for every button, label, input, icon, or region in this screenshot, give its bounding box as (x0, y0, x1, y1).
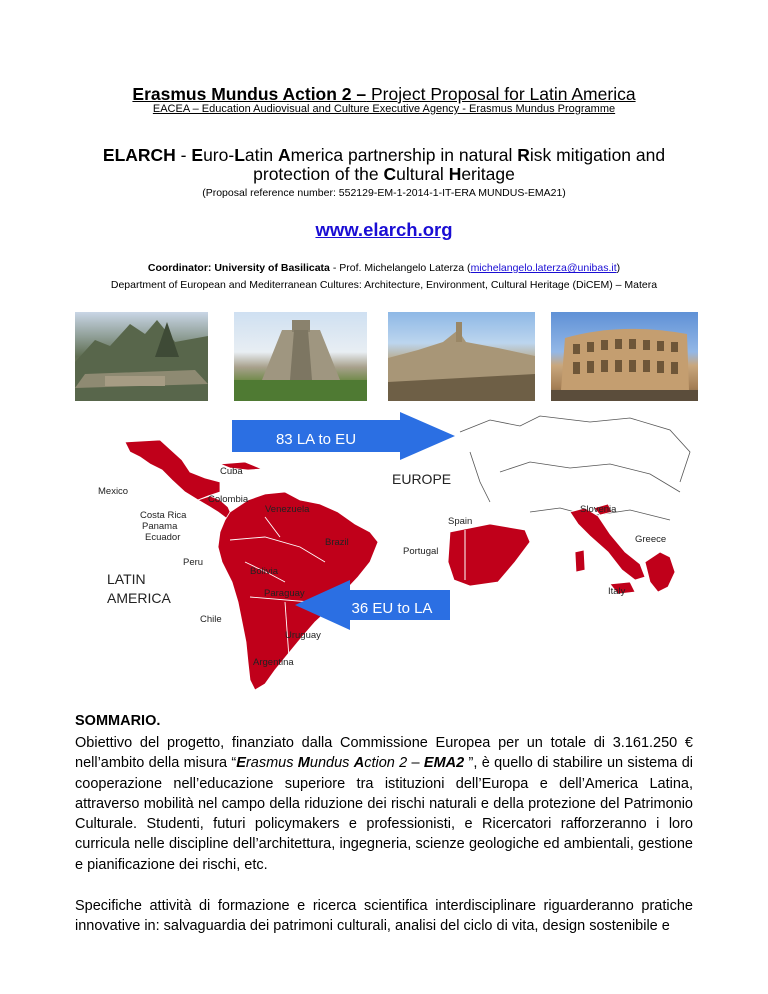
partnership-map (70, 412, 700, 702)
colosseum-photo (551, 312, 698, 401)
website-link[interactable]: www.elarch.org (315, 219, 453, 240)
greece-shape (645, 552, 675, 592)
label-colombia: Colombia (208, 494, 249, 505)
label-panama: Panama (142, 521, 178, 532)
summary-heading: SOMMARIO. (75, 713, 161, 729)
coordinator-email-link[interactable]: michelangelo.laterza@unibas.it (470, 262, 617, 274)
machu-picchu-photo (75, 312, 208, 401)
label-greece: Greece (635, 534, 667, 545)
department-line: Department of European and Mediterranean Cultures: Architecture, Environment, Cultural Heritage (DiCEM) – Matera (110, 279, 658, 291)
europe-shapes (448, 504, 675, 594)
project-title-line-1: ELARCH - Euro-Latin America partnership in natural Risk mitigation and (102, 145, 666, 165)
label-ecuador: Ecuador (145, 532, 181, 543)
label-uruguay: Uruguay (285, 630, 321, 641)
label-argentina: Argentina (253, 657, 294, 668)
label-venezuela: Venezuela (265, 504, 310, 515)
label-europe: EUROPE (392, 471, 452, 487)
europe-outline (460, 416, 690, 520)
summary-paragraph-1: Obiettivo del progetto, finanziato dalla Commissione Europea per un totale di 3.161.250 € nell’ambito della misura “Erasmus Mundus Action 2 – EMA2 ”, è quello di stabilire un sistema di cooperazione nell’educazione superiore tra istituzioni dell’Europa e dell’America Latina, attraverso mobilità nel campo della riduzione dei rischi naturali e della protezione del Patrimonio Culturale. Studenti, futuri policymakers e professionisti, e Ricercatori rafforzeranno i loro curricula nelle discipline dell’architettura, ingegneria, scienze geologiche ed ambientali, gestione e pianificazione dei rischi, etc. (75, 735, 693, 873)
label-cuba: Cuba (220, 466, 243, 477)
label-portugal: Portugal (403, 546, 439, 557)
label-italy: Italy (608, 586, 626, 597)
summary-paragraph-2: Specifiche attività di formazione e ricerca scientifica interdisciplinare riguarderanno pratiche innovative in: salvaguardia dei patrimoni culturali, analisi del ciclo di vita, design sostenibile e (75, 898, 693, 935)
label-costa-rica: Costa Rica (140, 510, 187, 521)
arrow-la-to-eu (232, 412, 455, 460)
chichen-itza-photo (234, 312, 367, 401)
label-peru: Peru (183, 557, 204, 568)
arrow-eu-to-la-label: 36 EU to LA (351, 600, 433, 617)
label-slovenia: Slovenia (580, 504, 617, 515)
document-title: Erasmus Mundus Action 2 – Project Proposal for Latin America (132, 84, 636, 104)
project-title-line-2: protection of the Cultural Heritage (253, 164, 515, 184)
label-bolivia: Bolivia (250, 566, 278, 577)
agency-line: EACEA – Education Audiovisual and Culture Executive Agency - Erasmus Mundus Programme (152, 103, 616, 115)
label-mexico: Mexico (98, 486, 129, 497)
arrow-la-to-eu-label: 83 LA to EU (275, 431, 357, 448)
sardinia-shape (575, 550, 585, 572)
label-america: AMERICA (107, 590, 171, 606)
matera-photo (388, 312, 535, 401)
label-paraguay: Paraguay (264, 588, 305, 599)
proposal-reference: (Proposal reference number: 552129-EM-1-2014-1-IT-ERA MUNDUS-EMA21) (202, 187, 566, 199)
iberia-shape (448, 524, 530, 586)
label-brazil: Brazil (325, 537, 349, 548)
label-chile: Chile (200, 614, 222, 625)
coordinator-line: Coordinator: University of Basilicata - Prof. Michelangelo Laterza (michelangelo.laterza@unibas.it) (147, 262, 621, 274)
mexico-shape (125, 440, 220, 500)
label-spain: Spain (448, 516, 473, 527)
label-latin: LATIN (107, 571, 146, 587)
